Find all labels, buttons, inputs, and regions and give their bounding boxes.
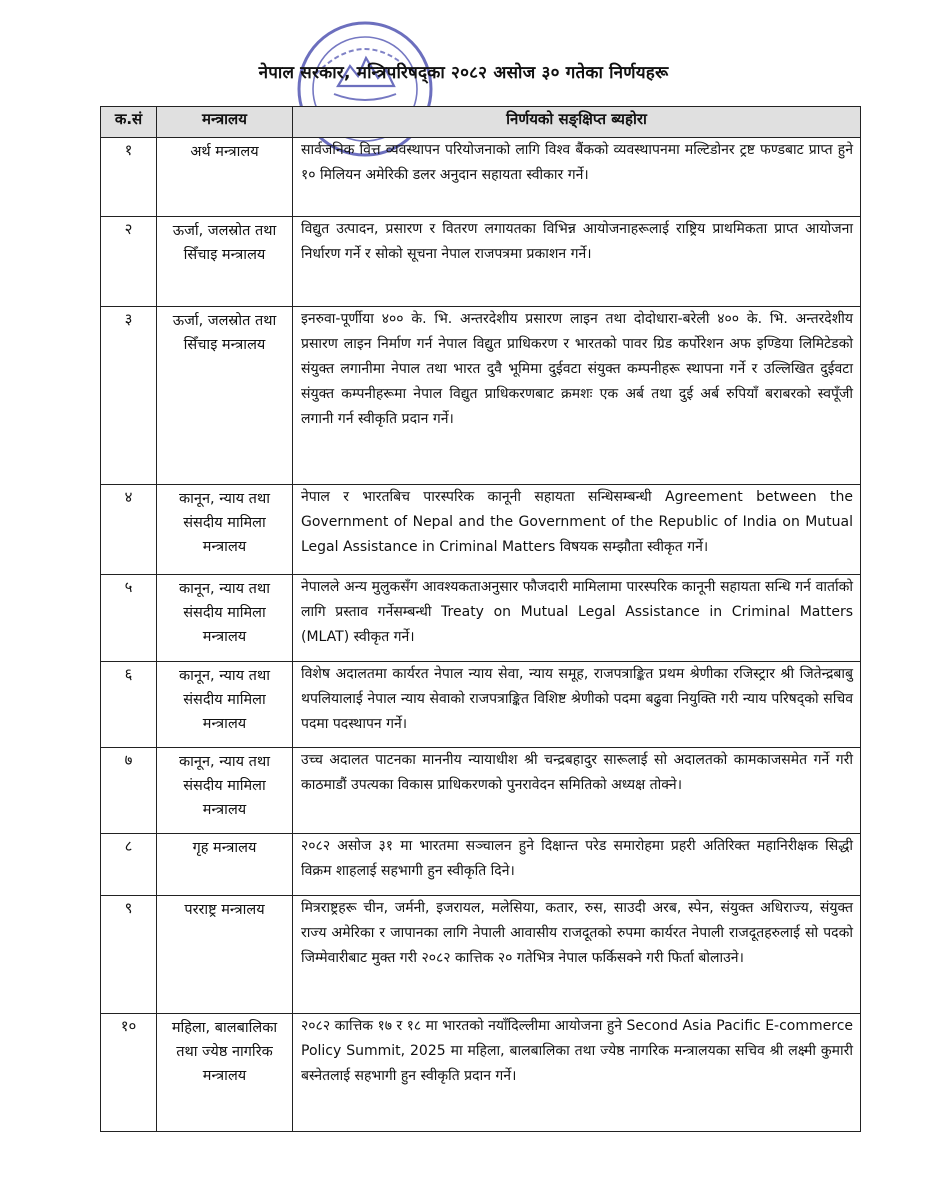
serial-number-cell: ७ bbox=[101, 748, 157, 834]
decision-cell: नेपाल र भारतबिच पारस्परिक कानूनी सहायता सन्धिसम्बन्धी Agreement between the Government of Nepal and the Government of the Republic of India on Mutual Legal Assistance in Criminal Matters विषयक सम्झौता स्वीकृत गर्ने। bbox=[293, 485, 861, 575]
serial-number-cell: ९ bbox=[101, 896, 157, 1014]
serial-number-cell: ४ bbox=[101, 485, 157, 575]
table-row bbox=[101, 662, 861, 748]
table-header-row bbox=[101, 107, 861, 138]
serial-number-cell: ५ bbox=[101, 575, 157, 662]
decision-cell: विशेष अदालतमा कार्यरत नेपाल न्याय सेवा, न्याय समूह, राजपत्राङ्कित प्रथम श्रेणीका रजिस्ट्रार श्री जितेन्द्रबाबु थपलियालाई नेपाल न्याय सेवाको राजपत्राङ्कित विशिष्ट श्रेणीको पदमा बढुवा नियुक्ति गरी न्याय परिषद्को सचिव पदमा पदस्थापन गर्ने। bbox=[293, 662, 861, 748]
decision-cell: विद्युत उत्पादन, प्रसारण र वितरण लगायतका विभिन्न आयोजनाहरूलाई राष्ट्रिय प्राथमिकता प्राप्त आयोजना निर्धारण गर्ने र सोको सूचना नेपाल राजपत्रमा प्रकाशन गर्ने। bbox=[293, 217, 861, 307]
ministry-cell: परराष्ट्र मन्त्रालय bbox=[157, 896, 293, 1014]
header-serial-number: क.सं bbox=[101, 107, 157, 138]
decision-cell: सार्वजनिक वित्त व्यवस्थापन परियोजनाको लागि विश्व बैंकको व्यवस्थापनमा मल्टिडोनर ट्रष्ट फण्डबाट प्राप्त हुने १० मिलियन अमेरिकी डलर अनुदान सहायता स्वीकार गर्ने। bbox=[293, 138, 861, 217]
header-ministry: मन्त्रालय bbox=[157, 107, 293, 138]
table-row bbox=[101, 896, 861, 1014]
decisions-table bbox=[100, 106, 861, 1132]
ministry-cell: ऊर्जा, जलस्रोत तथा सिँचाइ मन्त्रालय bbox=[157, 307, 293, 485]
ministry-cell: कानून, न्याय तथा संसदीय मामिला मन्त्रालय bbox=[157, 485, 293, 575]
decision-cell: नेपालले अन्य मुलुकसँग आवश्यकताअनुसार फौजदारी मामिलामा पारस्परिक कानूनी सहायता सन्धि गर्न वार्ताको लागि प्रस्ताव गर्नेसम्बन्धी Treaty on Mutual Legal Assistance in Criminal Matters (MLAT) स्वीकृत गर्ने। bbox=[293, 575, 861, 662]
header-decision-summary: निर्णयको सङ्क्षिप्त ब्यहोरा bbox=[293, 107, 861, 138]
ministry-cell: गृह मन्त्रालय bbox=[157, 834, 293, 896]
decision-cell: २०८२ कात्तिक १७ र १८ मा भारतको नयाँदिल्लीमा आयोजना हुने Second Asia Pacific E-commerce Policy Summit, 2025 मा महिला, बालबालिका तथा ज्येष्ठ नागरिक मन्त्रालयका सचिव श्री लक्ष्मी कुमारी बस्नेतलाई सहभागी हुन स्वीकृति प्रदान गर्ने। bbox=[293, 1014, 861, 1132]
table-row bbox=[101, 1014, 861, 1132]
ministry-cell: अर्थ मन्त्रालय bbox=[157, 138, 293, 217]
ministry-cell: कानून, न्याय तथा संसदीय मामिला मन्त्रालय bbox=[157, 662, 293, 748]
decision-cell: उच्च अदालत पाटनका माननीय न्यायाधीश श्री चन्द्रबहादुर सारूलाई सो अदालतको कामकाजसमेत गर्ने गरी काठमाडौं उपत्यका विकास प्राधिकरणको पुनरावेदन समितिको अध्यक्ष तोक्ने। bbox=[293, 748, 861, 834]
serial-number-cell: २ bbox=[101, 217, 157, 307]
decision-cell: मित्रराष्ट्रहरू चीन, जर्मनी, इजरायल, मलेसिया, कतार, रुस, साउदी अरब, स्पेन, संयुक्त अधिराज्य, संयुक्त राज्य अमेरिका र जापानका लागि नेपाली आवासीय राजदूतको रुपमा कार्यरत नेपाली राजदूतहरुलाई सो पदको जिम्मेवारीबाट मुक्त गरी २०८२ कात्तिक २० गतेभित्र नेपाल फर्किसक्ने गरी फिर्ता बोलाउने। bbox=[293, 896, 861, 1014]
serial-number-cell: १० bbox=[101, 1014, 157, 1132]
table-row bbox=[101, 217, 861, 307]
table-row bbox=[101, 748, 861, 834]
ministry-cell: ऊर्जा, जलस्रोत तथा सिँचाइ मन्त्रालय bbox=[157, 217, 293, 307]
ministry-cell: महिला, बालबालिका तथा ज्येष्ठ नागरिक मन्त्रालय bbox=[157, 1014, 293, 1132]
table-row bbox=[101, 834, 861, 896]
decision-cell: २०८२ असोज ३१ मा भारतमा सञ्चालन हुने दिक्षान्त परेड समारोहमा प्रहरी अतिरिक्त महानिरीक्षक सिद्धी विक्रम शाहलाई सहभागी हुन स्वीकृति दिने। bbox=[293, 834, 861, 896]
table-row bbox=[101, 485, 861, 575]
decision-cell: इनरुवा-पूर्णीया ४०० के. भि. अन्तरदेशीय प्रसारण लाइन तथा दोदोधारा-बरेली ४०० के. भि. अन्तरदेशीय प्रसारण लाइन निर्माण गर्न नेपाल विद्युत प्राधिकरण र भारतको पावर ग्रिड कर्पोरेशन अफ इण्डिया लिमिटेडको संयुक्त लगानीमा नेपाल तथा भारत दुवै भूमिमा दुईवटा संयुक्त कम्पनीहरू स्थापना गर्ने र उल्लिखित दुईवटा संयुक्त कम्पनीहरूमा नेपाल विद्युत प्राधिकरणबाट क्रमशः एक अर्ब तथा दुई अर्ब रुपियाँ बराबरको स्वपूँजी लगानी गर्न स्वीकृति प्रदान गर्ने। bbox=[293, 307, 861, 485]
ministry-cell: कानून, न्याय तथा संसदीय मामिला मन्त्रालय bbox=[157, 748, 293, 834]
serial-number-cell: ६ bbox=[101, 662, 157, 748]
serial-number-cell: ८ bbox=[101, 834, 157, 896]
table-row bbox=[101, 138, 861, 217]
ministry-cell: कानून, न्याय तथा संसदीय मामिला मन्त्रालय bbox=[157, 575, 293, 662]
table-row bbox=[101, 307, 861, 485]
serial-number-cell: ३ bbox=[101, 307, 157, 485]
page-title: नेपाल सरकार, मन्त्रिपरिषद्‌का २०८२ असोज ३० गतेका निर्णयहरू bbox=[258, 63, 669, 83]
serial-number-cell: १ bbox=[101, 138, 157, 217]
table-row bbox=[101, 575, 861, 662]
